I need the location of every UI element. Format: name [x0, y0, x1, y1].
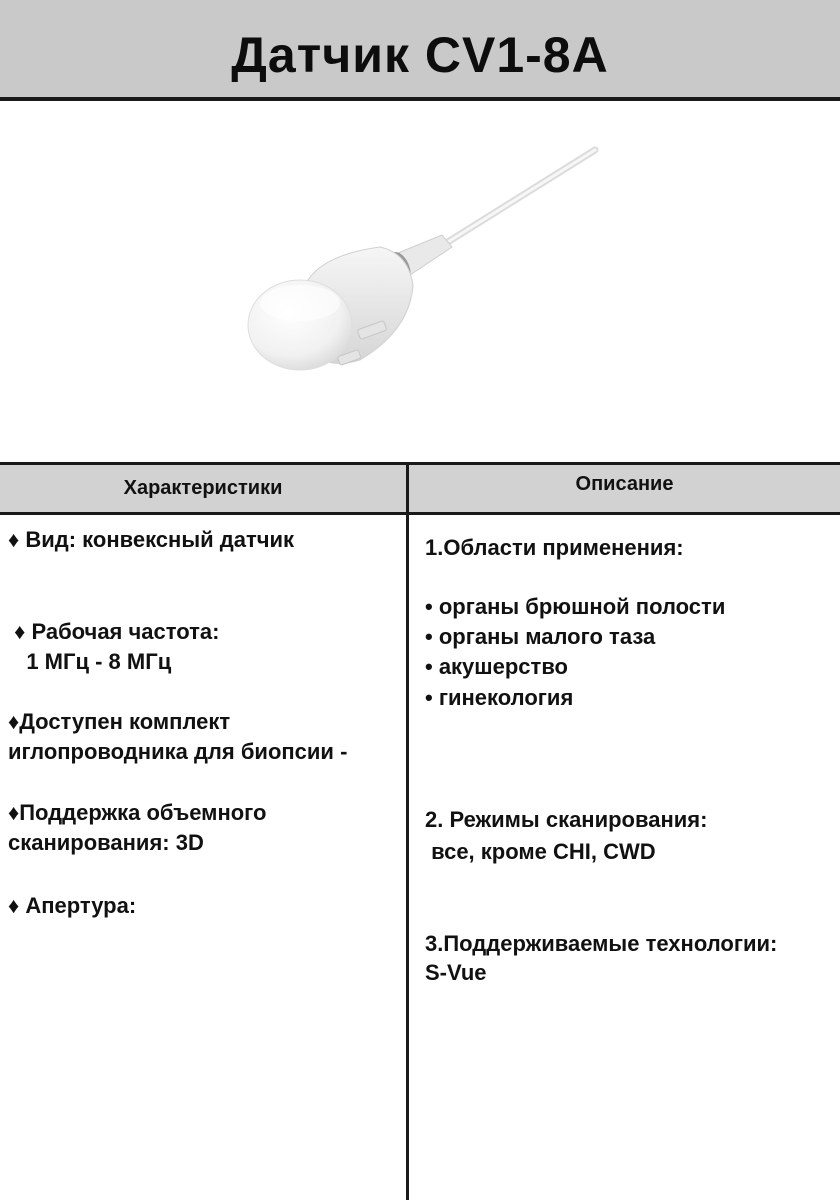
desc-section3-value: S-Vue — [425, 960, 487, 985]
desc-item-abdominal: • органы брюшной полости — [425, 594, 726, 619]
char-frequency-label: ♦ Рабочая частота: — [8, 619, 220, 644]
desc-section1-title: 1.Области применения: — [425, 535, 684, 560]
desc-item-pelvic: • органы малого таза — [425, 624, 656, 649]
desc-section2-value: все, кроме CHI, CWD — [425, 839, 656, 864]
char-frequency-value: 1 МГц - 8 МГц — [8, 649, 172, 674]
char-type: ♦ Вид: конвексный датчик — [8, 527, 295, 552]
desc-item-obstetrics: • акушерство — [425, 654, 568, 679]
header-description: Описание — [575, 473, 674, 495]
desc-section3-title: 3.Поддерживаемые технологии: — [425, 931, 778, 956]
char-biopsy-line2: иглопроводника для биопсии - — [8, 739, 348, 764]
char-aperture: ♦ Апертура: — [8, 893, 137, 918]
ultrasound-probe-image — [230, 135, 610, 395]
column-divider — [406, 462, 409, 1200]
page-title: Датчик CV1-8A — [231, 26, 609, 83]
table-header — [0, 462, 840, 515]
header-characteristics: Характеристики — [123, 477, 283, 499]
char-volume-line2: сканирования: 3D — [8, 830, 204, 855]
desc-item-gynecology: • гинекология — [425, 685, 574, 710]
title-bar — [0, 0, 840, 101]
char-biopsy-line1: ♦Доступен комплект — [8, 709, 231, 734]
desc-section2-title: 2. Режимы сканирования: — [425, 807, 708, 832]
char-volume-line1: ♦Поддержка объемного — [8, 800, 267, 825]
